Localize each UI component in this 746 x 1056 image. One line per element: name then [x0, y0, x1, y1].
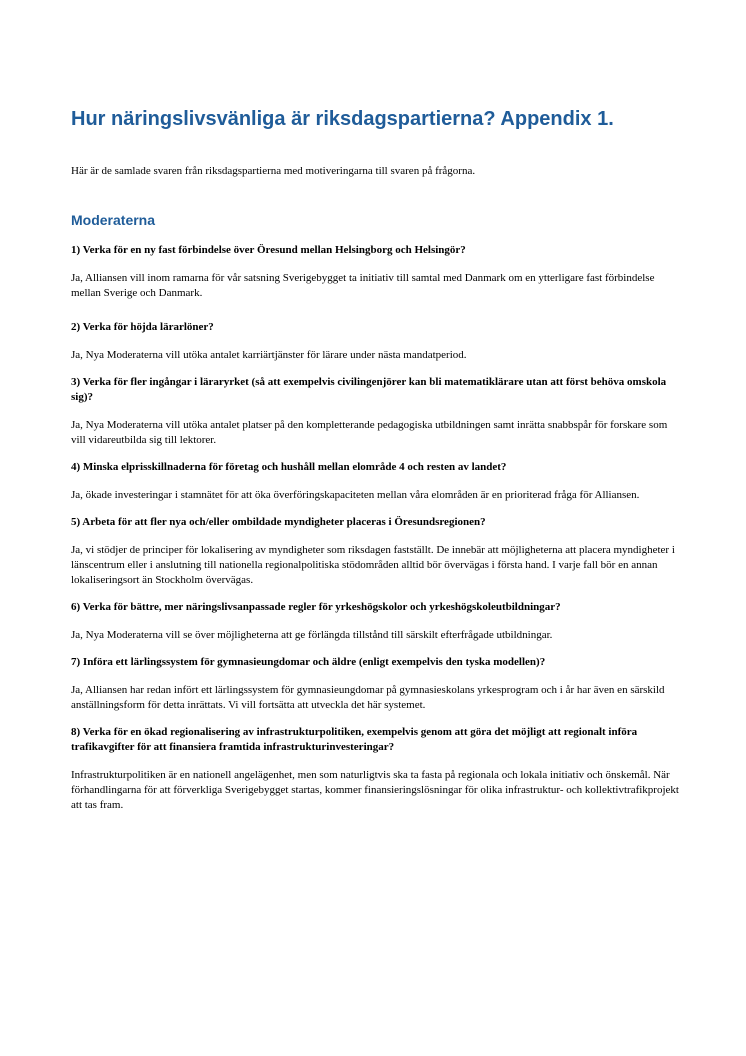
answer-2: Ja, Nya Moderaterna vill utöka antalet karriärtjänster för lärare under nästa mandatperiod. — [71, 349, 467, 361]
answer-5: Ja, vi stödjer de principer för lokalisering av myndigheter som riksdagen fastställt. De innebär att möjligheterna att placera myndigheter i länscentrum eller i anslutning till nationella regionalpolitiska stödområden alltid bör övervägas i första hand. I varje fall bör en annan lokaliseringsort än Stockholm övervägas. — [71, 544, 675, 586]
qa-item-1 — [71, 243, 681, 301]
answer-3: Ja, Nya Moderaterna vill utöka antalet platser på den kompletterande pedagogiska utbildningen samt inrätta snabbspår för forskare som vill vidareutbilda sig till lektorer. — [71, 419, 668, 446]
document-page — [71, 107, 681, 813]
qa-item-8 — [71, 725, 681, 813]
question-7: 7) Införa ett lärlingssystem för gymnasieungdomar och äldre (enligt exempelvis den tyska modellen)? — [71, 656, 546, 668]
intro-paragraph: Här är de samlade svaren från riksdagspartierna med motiveringarna till svaren på frågorna. — [71, 165, 476, 177]
answer-1: Ja, Alliansen vill inom ramarna för vår satsning Sverigebygget ta initiativ till samtal med Danmark om en ytterligare fast förbindelse mellan Sverige och Danmark. — [71, 272, 655, 299]
question-6: 6) Verka för bättre, mer näringslivsanpassade regler för yrkeshögskolor och yrkeshögskoleutbildningar? — [71, 601, 561, 613]
answer-7: Ja, Alliansen har redan infört ett lärlingssystem för gymnasieungdomar på gymnasieskolans yrkesprogram och i år har även en särskild anställningsform för detta inrättats. Vi vill fortsätta att utveckla det här systemet. — [71, 684, 665, 711]
document-title: Hur näringslivsvänliga är riksdagspartierna? Appendix 1. — [71, 108, 614, 130]
qa-item-6 — [71, 600, 681, 643]
answer-6: Ja, Nya Moderaterna vill se över möjligheterna att ge förlängda tillstånd till särskilt efterfrågade utbildningar. — [71, 629, 553, 641]
question-1: 1) Verka för en ny fast förbindelse över Öresund mellan Helsingborg och Helsingör? — [71, 244, 466, 256]
question-5: 5) Arbeta för att fler nya och/eller ombildade myndigheter placeras i Öresundsregionen? — [71, 516, 486, 528]
answer-8: Infrastrukturpolitiken är en nationell angelägenhet, men som naturligtvis ska ta fasta på regionala och lokala initiativ och önskemål. När förhandlingarna för att förverkliga Sverigebygget startas, kommer finansieringslösningar för olika infrastruktur- och kollektivtrafikprojekt att tas fram. — [71, 769, 679, 811]
qa-item-2 — [71, 320, 681, 363]
qa-item-5 — [71, 515, 681, 588]
question-4: 4) Minska elprisskillnaderna för företag och hushåll mellan elområde 4 och resten av landet? — [71, 461, 507, 473]
question-8: 8) Verka för en ökad regionalisering av infrastrukturpolitiken, exempelvis genom att göra det möjligt att regionalt införa trafikavgifter för att finansiera framtida infrastrukturinvesteringar? — [71, 726, 638, 753]
question-2: 2) Verka för höjda lärarlöner? — [71, 321, 214, 333]
qa-item-7 — [71, 655, 681, 713]
section-heading: Moderaterna — [71, 212, 156, 228]
answer-4: Ja, ökade investeringar i stamnätet för att öka överföringskapaciteten mellan våra elområden är en prioriterad fråga för Alliansen. — [71, 489, 640, 501]
qa-item-3 — [71, 375, 681, 448]
qa-item-4 — [71, 460, 681, 503]
question-3: 3) Verka för fler ingångar i läraryrket (så att exempelvis civilingenjörer kan bli matematiklärare utan att först behöva omskola sig)? — [71, 376, 667, 403]
